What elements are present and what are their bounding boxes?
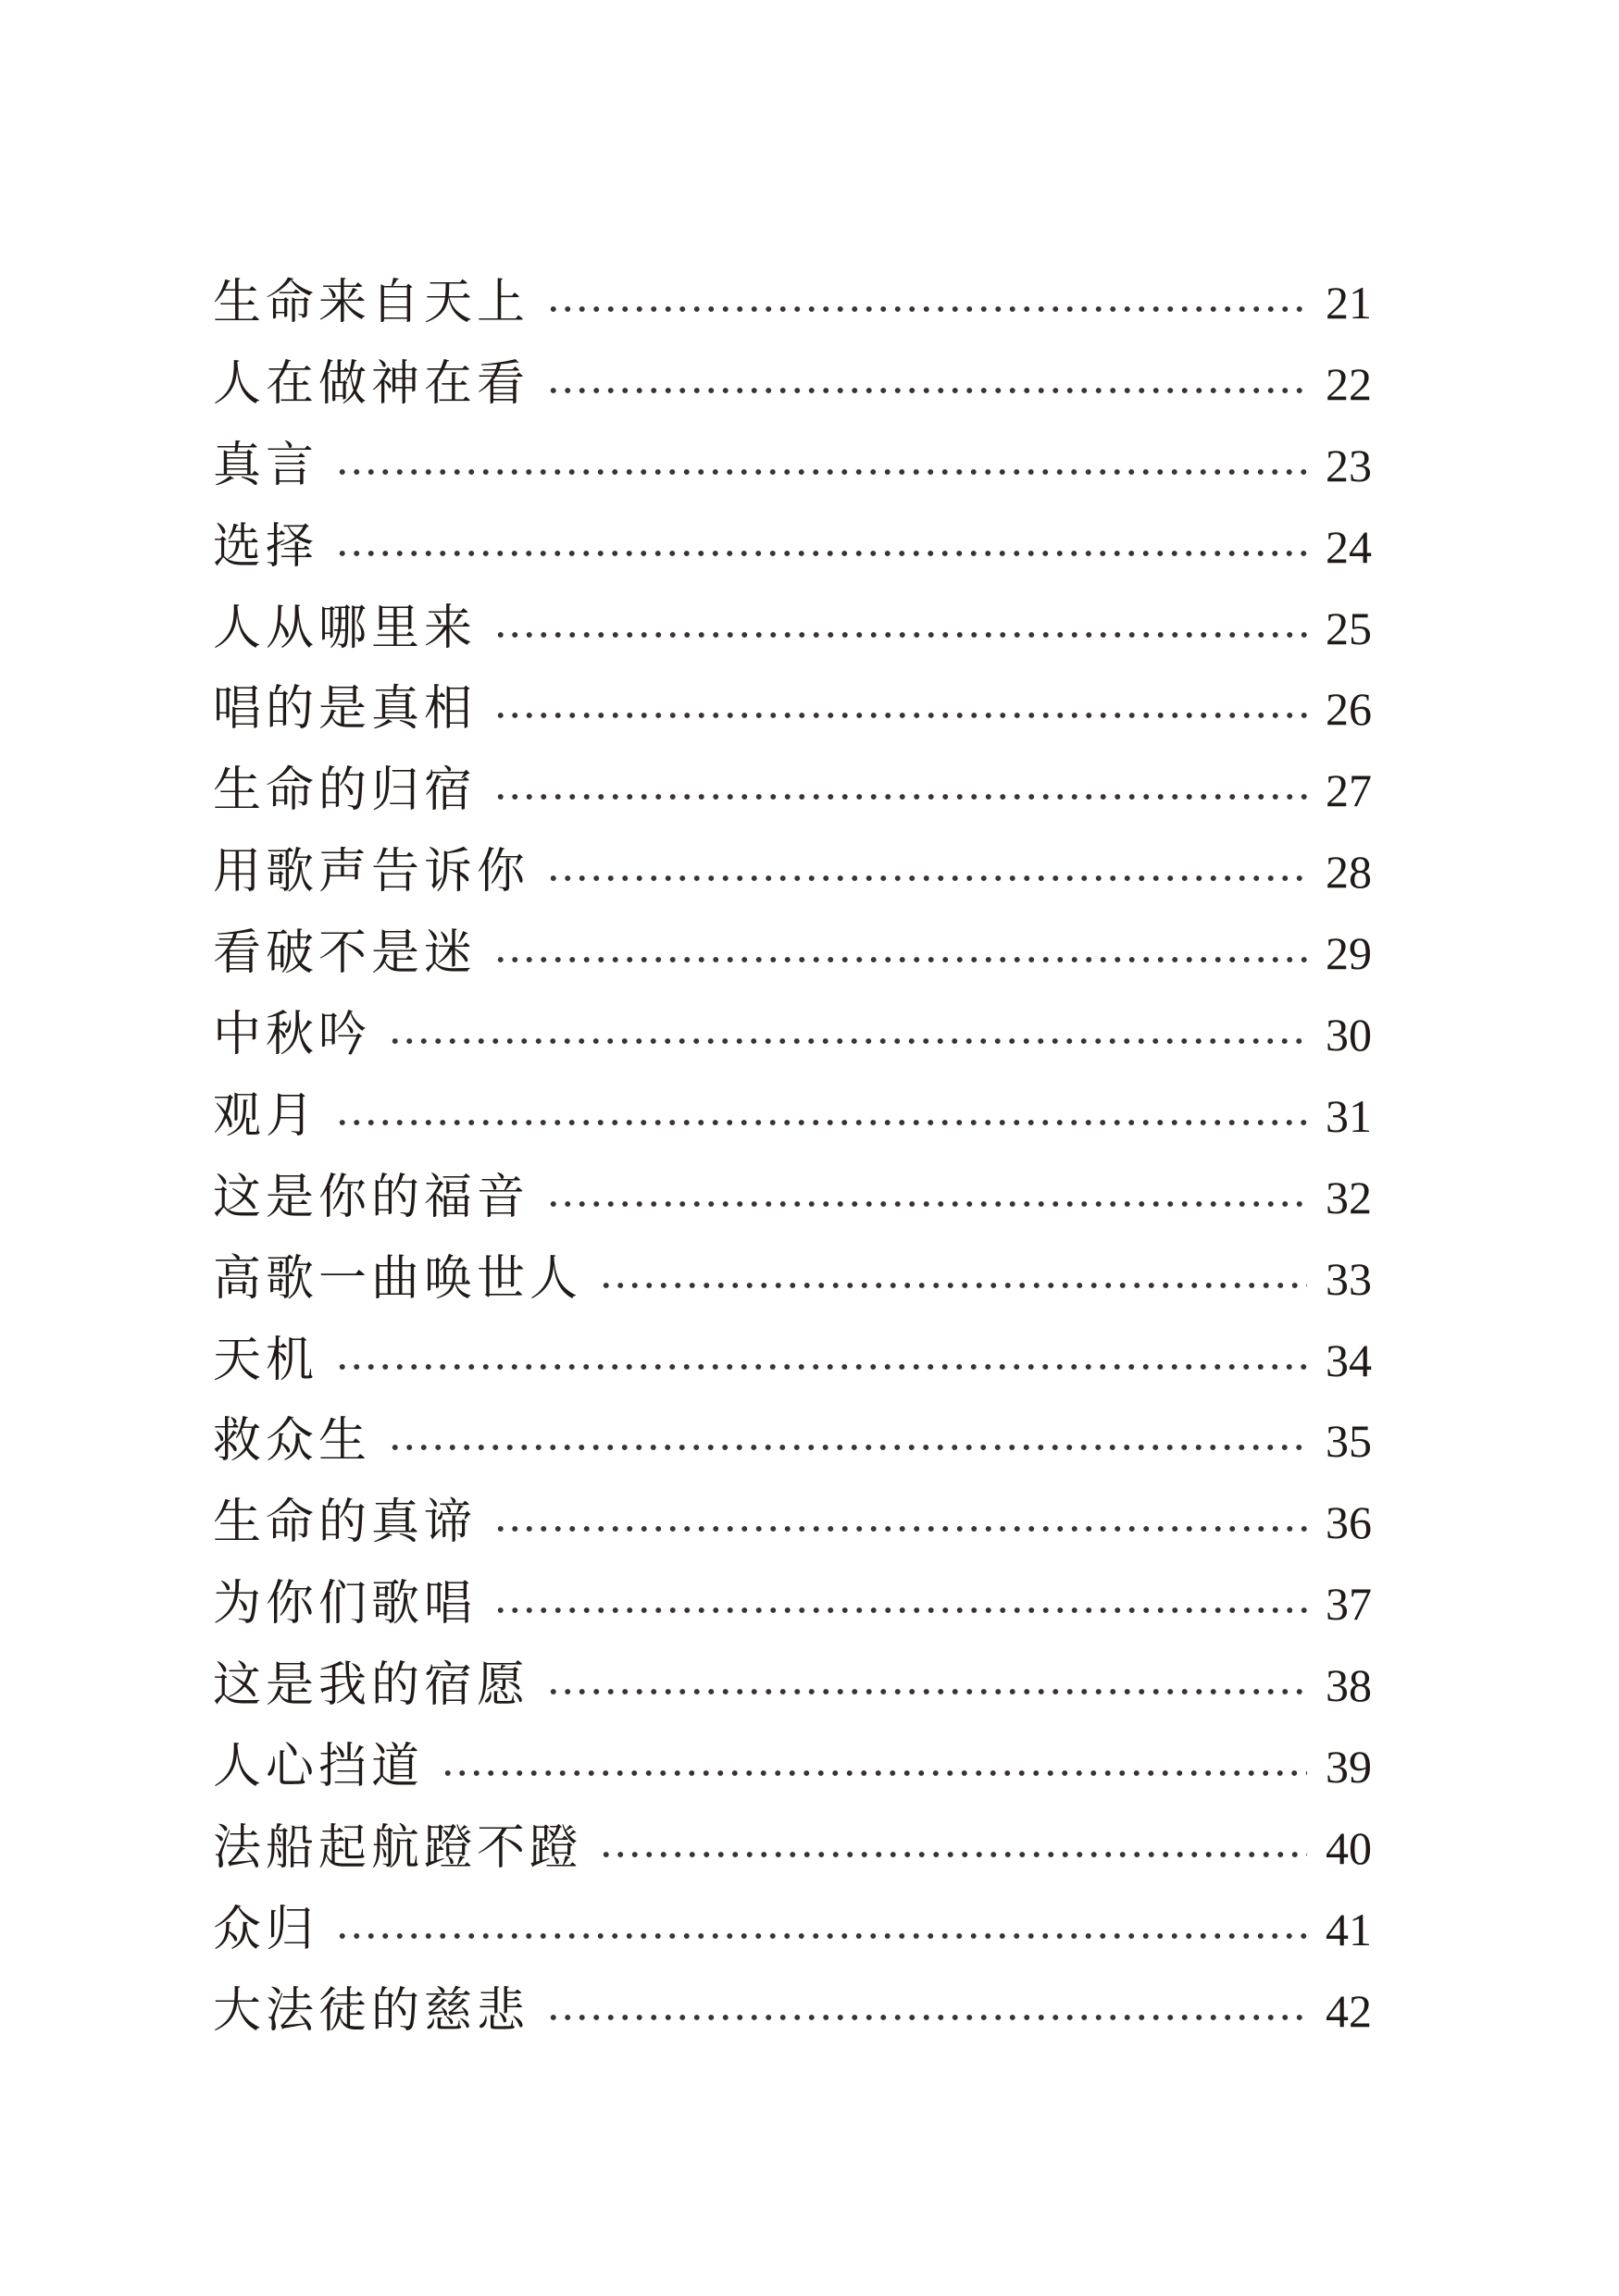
- toc-dot-leader: [493, 956, 1307, 963]
- toc-entry-title: 众归: [213, 1901, 319, 1957]
- toc-dot-leader: [388, 1444, 1307, 1451]
- table-of-contents: [213, 263, 1372, 2053]
- toc-entry-page-number: 26: [1326, 683, 1372, 736]
- toc-entry-title: 中秋吟: [213, 1007, 372, 1063]
- toc-dot-leader: [493, 712, 1307, 719]
- toc-dot-leader: [546, 1688, 1307, 1695]
- toc-entry-title: 选择: [213, 518, 319, 575]
- toc-entry-page-number: 32: [1326, 1171, 1372, 1223]
- toc-entry-page-number: 39: [1326, 1741, 1372, 1793]
- toc-entry-page-number: 34: [1326, 1334, 1372, 1386]
- toc-entry-title: 用歌声告诉你: [213, 844, 530, 900]
- toc-entry-title: 这是我的宿愿: [213, 1657, 530, 1714]
- toc-entry-title: 真言: [213, 437, 319, 493]
- toc-entry[interactable]: [213, 1483, 1372, 1564]
- toc-entry[interactable]: [213, 507, 1372, 589]
- toc-dot-leader: [546, 875, 1307, 882]
- toc-dot-leader: [599, 1282, 1307, 1289]
- toc-entry[interactable]: [213, 1971, 1372, 2053]
- toc-entry-title: 为你们歌唱: [213, 1576, 478, 1632]
- toc-entry-page-number: 37: [1326, 1578, 1372, 1631]
- toc-entry-title: 唱的是真相: [213, 681, 478, 738]
- toc-entry-title: 生命的真谛: [213, 1495, 478, 1551]
- toc-entry-title: 天机: [213, 1332, 319, 1388]
- toc-entry[interactable]: [213, 344, 1372, 426]
- toc-entry[interactable]: [213, 1645, 1372, 1727]
- toc-entry[interactable]: [213, 1890, 1372, 1971]
- toc-entry-page-number: 42: [1326, 1984, 1372, 2037]
- toc-entry-page-number: 23: [1326, 439, 1372, 491]
- toc-entry[interactable]: [213, 1808, 1372, 1890]
- toc-entry[interactable]: [213, 751, 1372, 832]
- toc-entry-page-number: 41: [1326, 1903, 1372, 1955]
- toc-dot-leader: [546, 1200, 1307, 1208]
- toc-entry-title: 观月: [213, 1087, 319, 1144]
- toc-entry-page-number: 36: [1326, 1496, 1372, 1549]
- toc-entry-title: 生命来自天上: [213, 275, 530, 330]
- toc-entry-page-number: 22: [1326, 357, 1372, 410]
- toc-dot-leader: [388, 1037, 1307, 1045]
- toc-entry[interactable]: [213, 589, 1372, 670]
- toc-entry-title: 这是你的福音: [213, 1169, 530, 1225]
- toc-dot-leader: [335, 468, 1307, 476]
- toc-entry[interactable]: [213, 1321, 1372, 1402]
- toc-entry[interactable]: [213, 1401, 1372, 1483]
- toc-entry-title: 大法徒的慈悲: [213, 1982, 530, 2039]
- toc-entry-title: 看破不是迷: [213, 925, 478, 982]
- toc-entry[interactable]: [213, 1158, 1372, 1239]
- toc-entry-title: 法船起航蹬不蹬: [213, 1819, 583, 1876]
- toc-entry[interactable]: [213, 263, 1372, 344]
- toc-dot-leader: [335, 550, 1307, 557]
- toc-entry-title: 人心挡道: [213, 1739, 425, 1795]
- toc-entry-title: 救众生: [213, 1413, 372, 1470]
- toc-dot-leader: [335, 1932, 1307, 1940]
- toc-dot-leader: [546, 2014, 1307, 2021]
- toc-dot-leader: [493, 793, 1307, 800]
- toc-entry[interactable]: [213, 669, 1372, 751]
- toc-entry-page-number: 29: [1326, 927, 1372, 980]
- toc-dot-leader: [441, 1769, 1307, 1777]
- toc-entry-title: 人在做神在看: [213, 355, 530, 412]
- toc-dot-leader: [335, 1119, 1307, 1126]
- toc-entry-page-number: 33: [1326, 1252, 1372, 1305]
- toc-entry[interactable]: [213, 832, 1372, 913]
- toc-dot-leader: [493, 1525, 1307, 1533]
- toc-entry-page-number: 25: [1326, 602, 1372, 654]
- toc-entry[interactable]: [213, 1564, 1372, 1645]
- toc-dot-leader: [546, 387, 1307, 394]
- toc-entry[interactable]: [213, 426, 1372, 507]
- toc-entry-page-number: 21: [1326, 277, 1372, 329]
- toc-entry-page-number: 30: [1326, 1009, 1372, 1061]
- toc-dot-leader: [493, 631, 1307, 639]
- toc-dot-leader: [493, 1607, 1307, 1614]
- toc-entry-page-number: 31: [1326, 1089, 1372, 1142]
- toc-entry[interactable]: [213, 1076, 1372, 1158]
- toc-entry-page-number: 24: [1326, 520, 1372, 573]
- toc-entry-page-number: 35: [1326, 1415, 1372, 1468]
- toc-dot-leader: [335, 1363, 1307, 1371]
- toc-entry-page-number: 28: [1326, 846, 1372, 899]
- toc-dot-leader: [599, 1851, 1307, 1858]
- toc-entry[interactable]: [213, 913, 1372, 995]
- toc-entry-page-number: 27: [1326, 764, 1372, 817]
- toc-entry-page-number: 38: [1326, 1659, 1372, 1712]
- toc-entry-page-number: 40: [1326, 1821, 1372, 1874]
- toc-entry[interactable]: [213, 995, 1372, 1076]
- toc-dot-leader: [546, 305, 1307, 313]
- toc-entry[interactable]: [213, 1727, 1372, 1808]
- toc-entry-title: 高歌一曲唤世人: [213, 1250, 583, 1307]
- toc-entry[interactable]: [213, 1239, 1372, 1321]
- toc-entry-title: 生命的归宿: [213, 763, 478, 819]
- toc-entry-title: 人从哪里来: [213, 600, 478, 656]
